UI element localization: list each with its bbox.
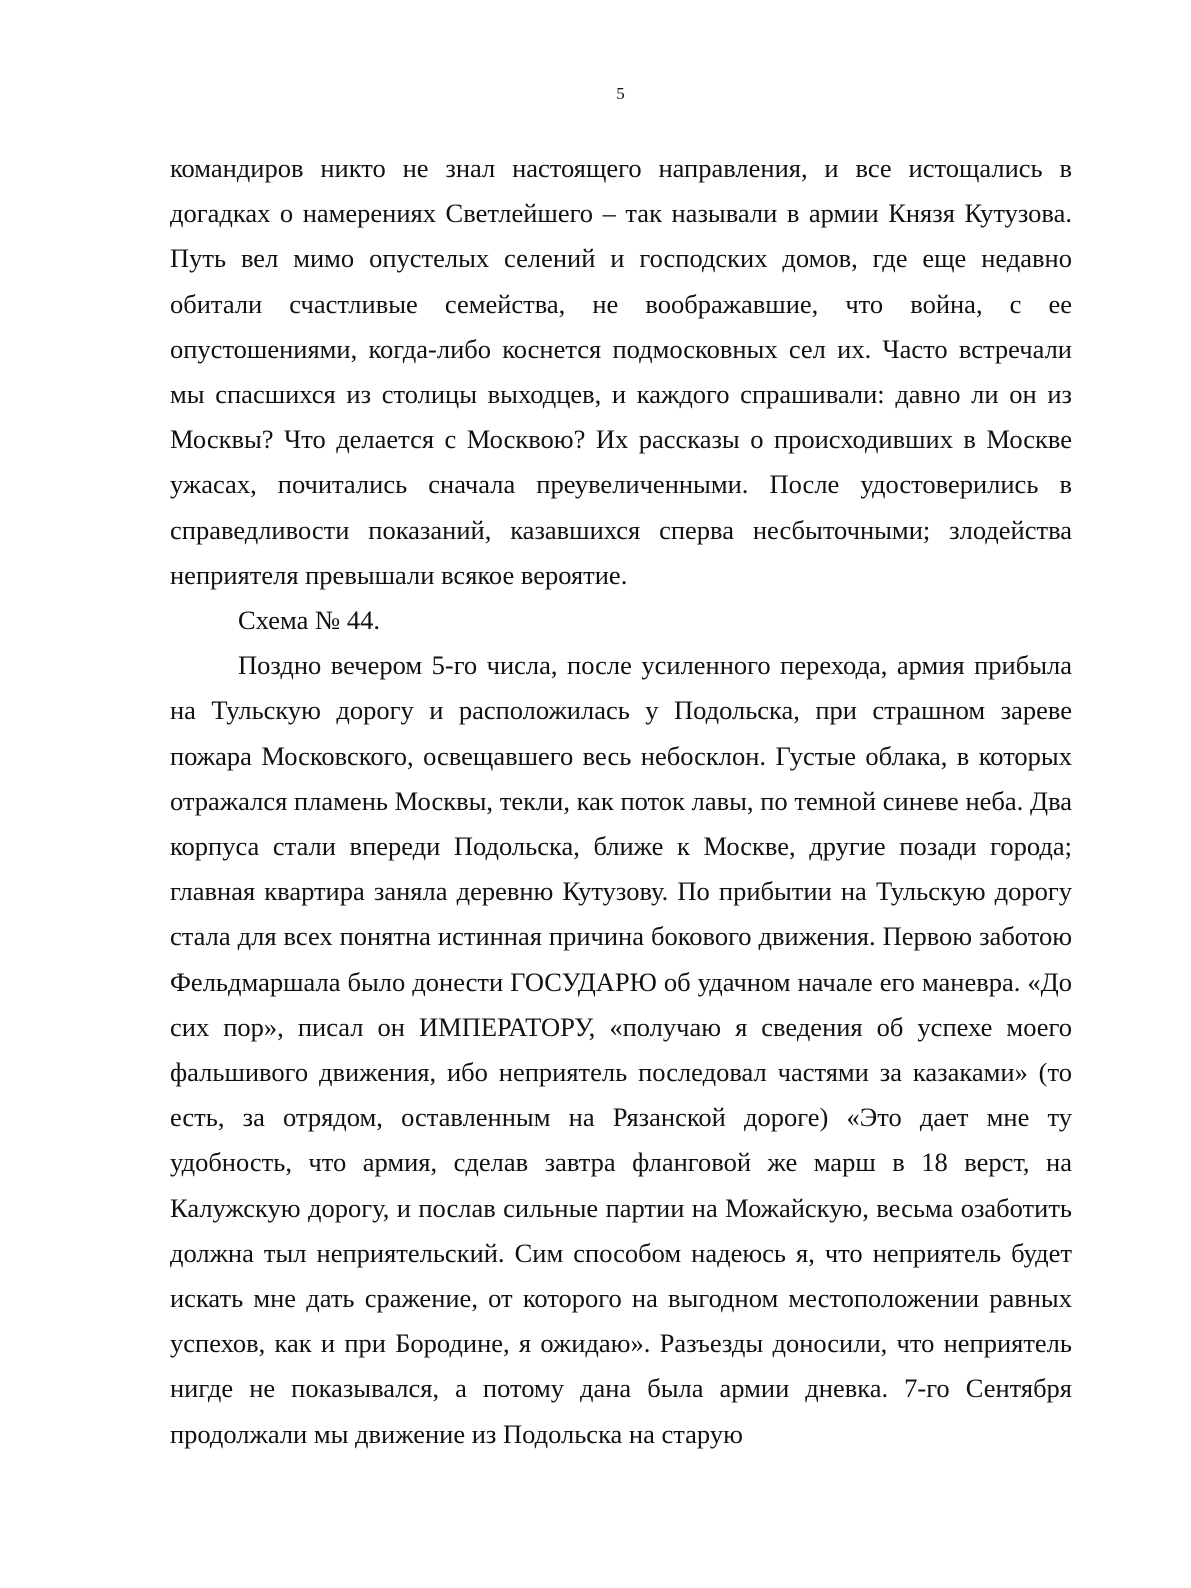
- paragraph: командиров никто не знал настоящего направления, и все истощались в догадках о намерениях Светлейшего – так называли в армии Князя Кутузова. Путь вел мимо опустелых селений и господских домов, где еще недавно обитали счастливые семейства, не воображавшие, что война, с ее опустошениями, когда-либо коснется подмосковных сел их. Часто встречали мы спасшихся из столицы выходцев, и каждого спрашивали: давно ли он из Москвы? Что делается с Москвою? Их рассказы о происходивших в Москве ужасах, почитались сначала преувеличенными. После удостоверились в справедливости показаний, казавшихся сперва несбыточными; злодейства неприятеля превышали всякое вероятие.: [170, 153, 1072, 590]
- page-body: [170, 146, 1072, 1457]
- paragraph: Поздно вечером 5-го числа, после усиленного перехода, армия прибыла на Тульскую дорогу и расположилась у Подольска, при страшном зареве пожара Московского, освещавшего весь небосклон. Густые облака, в которых отражался пламень Москвы, текли, как поток лавы, по темной синеве неба. Два корпуса стали впереди Подольска, ближе к Москве, другие позади города; главная квартира заняла деревню Кутузову. По прибытии на Тульскую дорогу стала для всех понятна истинная причина бокового движения. Первою заботою Фельдмаршала было донести ГОСУДАРЮ об удачном начале его маневра. «До сих пор», писал он ИМПЕРАТОРУ, «получаю я сведения об успехе моего фальшивого движения, ибо неприятель последовал частями за казаками» (то есть, за отрядом, оставленным на Рязанской дороге) «Это дает мне ту удобность, что армия, сделав завтра фланговой же марш в 18 верст, на Калужскую дорогу, и послав сильные партии на Можайскую, весьма озаботить должна тыл неприятельский. Сим способом надеюсь я, что неприятель будет искать мне дать сражение, от которого на выгодном местоположении равных успехов, как и при Бородине, я ожидаю». Разъезды доносили, что неприятель нигде не показывался, а потому дана была армии дневка. 7-го Сентября продолжали мы движение из Подольска на старую: [170, 650, 1072, 1449]
- page-number: 5: [616, 84, 625, 103]
- scheme-reference: Схема № 44.: [238, 605, 381, 636]
